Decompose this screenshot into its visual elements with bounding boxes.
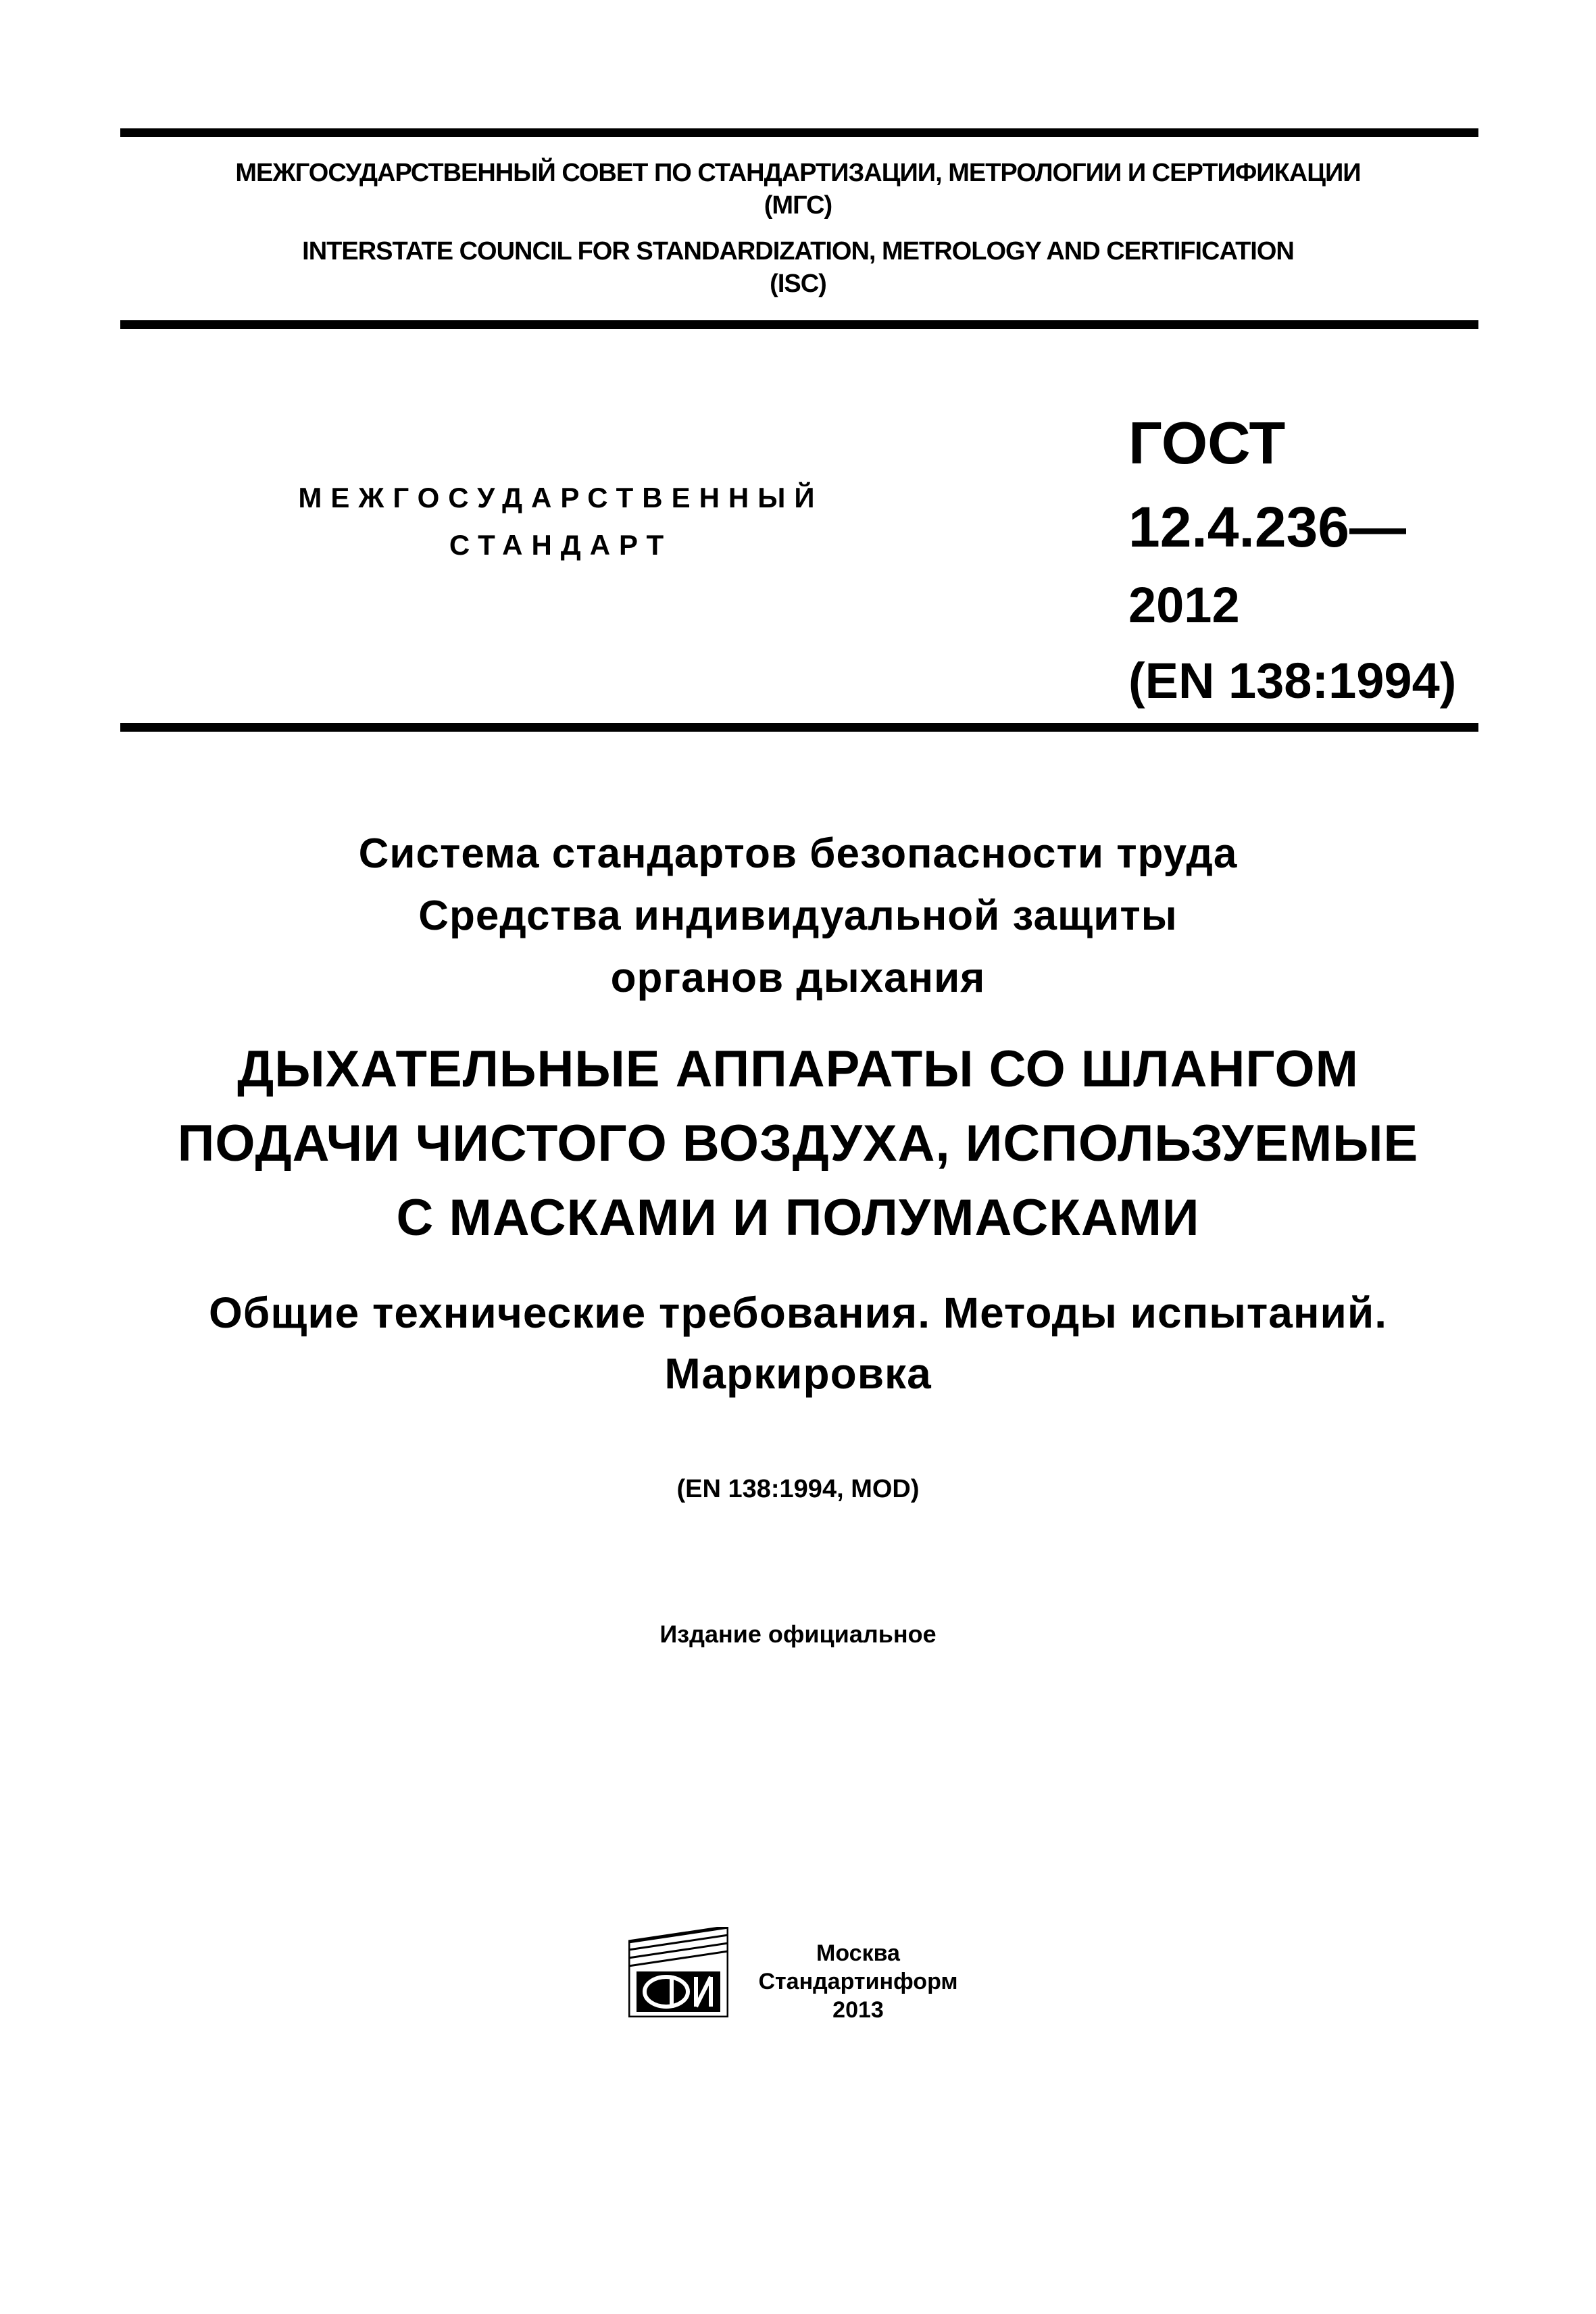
publisher-name: Стандартинформ (758, 1969, 958, 1994)
council-header (0, 157, 1596, 300)
document-subtitle (0, 1282, 1596, 1404)
document-title-line2: ПОДАЧИ ЧИСТОГО ВОЗДУХА, ИСПОЛЬЗУЕМЫЕ (177, 1115, 1419, 1172)
designation-bottom-rule (120, 723, 1478, 732)
publisher-year: 2013 (832, 1997, 884, 2023)
council-ru-abbr: (МГС) (764, 191, 832, 220)
gost-year: 2012 (1128, 577, 1240, 633)
council-en-name: INTERSTATE COUNCIL FOR STANDARDIZATION, METROLOGY AND CERTIFICATION (302, 237, 1294, 266)
gost-en-reference: (EN 138:1994) (1128, 653, 1457, 709)
system-title-line1: Система стандартов безопасности труда (358, 830, 1238, 877)
publisher-block (737, 1939, 980, 2024)
top-rule (120, 128, 1478, 137)
gost-number: 12.4.236— (1128, 495, 1406, 559)
system-title-line3: органов дыхания (610, 955, 986, 1001)
standartinform-logo-icon (628, 1927, 728, 2017)
publisher-city: Москва (816, 1940, 900, 1966)
document-subtitle-line1: Общие технические требования. Методы испытаний. (209, 1288, 1387, 1337)
standard-kind (223, 474, 899, 569)
system-title (0, 823, 1596, 1009)
document-title-line3: С МАСКАМИ И ПОЛУМАСКАМИ (396, 1189, 1200, 1247)
gost-label: ГОСТ (1128, 409, 1286, 476)
system-title-line2: Средства индивидуальной защиты (418, 892, 1178, 939)
council-bottom-rule (120, 320, 1478, 329)
council-ru-name: МЕЖГОСУДАРСТВЕННЫЙ СОВЕТ ПО СТАНДАРТИЗАЦИИ, МЕТРОЛОГИИ И СЕРТИФИКАЦИИ (235, 159, 1361, 187)
document-title (0, 1032, 1596, 1255)
standard-kind-line2: СТАНДАРТ (449, 529, 673, 561)
document-subtitle-line2: Маркировка (664, 1349, 932, 1398)
council-en-abbr: (ISC) (770, 270, 826, 298)
document-title-line1: ДЫХАТЕЛЬНЫЕ АППАРАТЫ СО ШЛАНГОМ (237, 1040, 1359, 1098)
standard-designation (1128, 400, 1480, 719)
edition-note: Издание официальное (659, 1620, 937, 1648)
modification-note: (EN 138:1994, MOD) (676, 1475, 920, 1503)
standard-kind-line1: МЕЖГОСУДАРСТВЕННЫЙ (298, 482, 824, 513)
